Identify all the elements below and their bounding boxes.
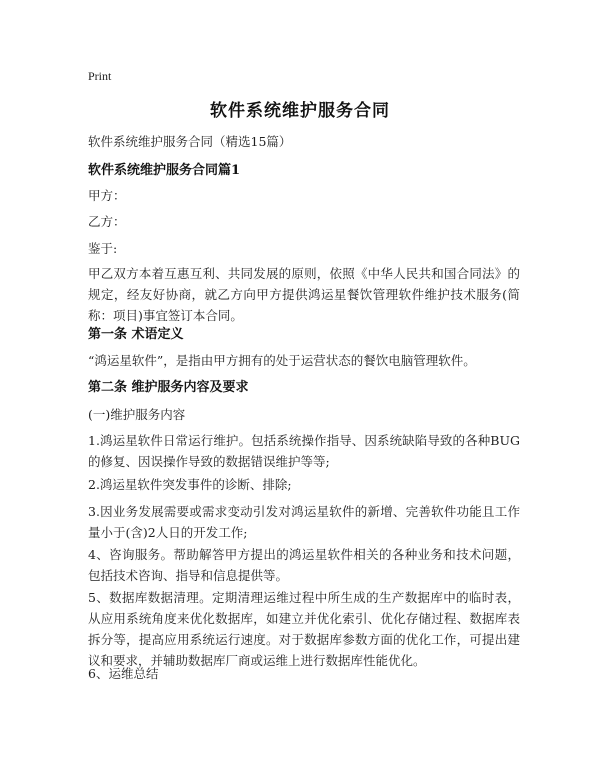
print-label[interactable]: Print (88, 69, 112, 83)
list-item-3: 3.因业务发展需要或需求变动引发对鸿运星软件的新增、完善软件功能且工作量小于(含)2人日的开发工作; (88, 504, 520, 540)
whereas-line: 鉴于: (88, 241, 118, 256)
list-item-5: 5、数据库数据清理。定期清理运维过程中所生成的生产数据库中的临时表，从应用系统角度来优化数据库，如建立并优化索引、优化存储过程、数据库表拆分等，提高应用系统运行速度。对于数据库参数方面的优化工作，可提出建议和要求，并辅助数据库厂商或运维上进行数据库性能优化。 (88, 590, 520, 668)
party-a-line: 甲方： (88, 188, 126, 203)
article-2-heading: 第二条 维护服务内容及要求 (88, 380, 249, 395)
subsection-1-heading: (一)维护服务内容 (88, 407, 186, 422)
section-title: 软件系统维护服务合同篇1 (88, 163, 241, 178)
article-1-heading: 第一条 术语定义 (88, 327, 184, 342)
document-subtitle: 软件系统维护服务合同（精选15篇） (88, 134, 292, 149)
intro-paragraph: 甲乙双方本着互惠互利、共同发展的原则，依照《中华人民共和国合同法》的规定，经友好协商，就乙方向甲方提供鸿运星餐饮管理软件维护技术服务(简称：项目)事宜签订本合同。 (88, 266, 520, 323)
list-item-1: 1.鸿运星软件日常运行维护。包括系统操作指导、因系统缺陷导致的各种BUG的修复、因误操作导致的数据错误维护等等; (88, 433, 520, 469)
party-b-line: 乙方： (88, 214, 126, 229)
article-1-text: “鸿运星软件”，是指由甲方拥有的处于运营状态的餐饮电脑管理软件。 (88, 353, 476, 368)
list-item-2: 2.鸿运星软件突发事件的诊断、排除; (88, 477, 292, 492)
list-item-4: 4、咨询服务。帮助解答甲方提出的鸿运星软件相关的各种业务和技术问题，包括技术咨询、指导和信息提供等。 (88, 547, 520, 583)
list-item-6: 6、运维总结 (88, 666, 159, 681)
document-title: 软件系统维护服务合同 (210, 101, 390, 121)
